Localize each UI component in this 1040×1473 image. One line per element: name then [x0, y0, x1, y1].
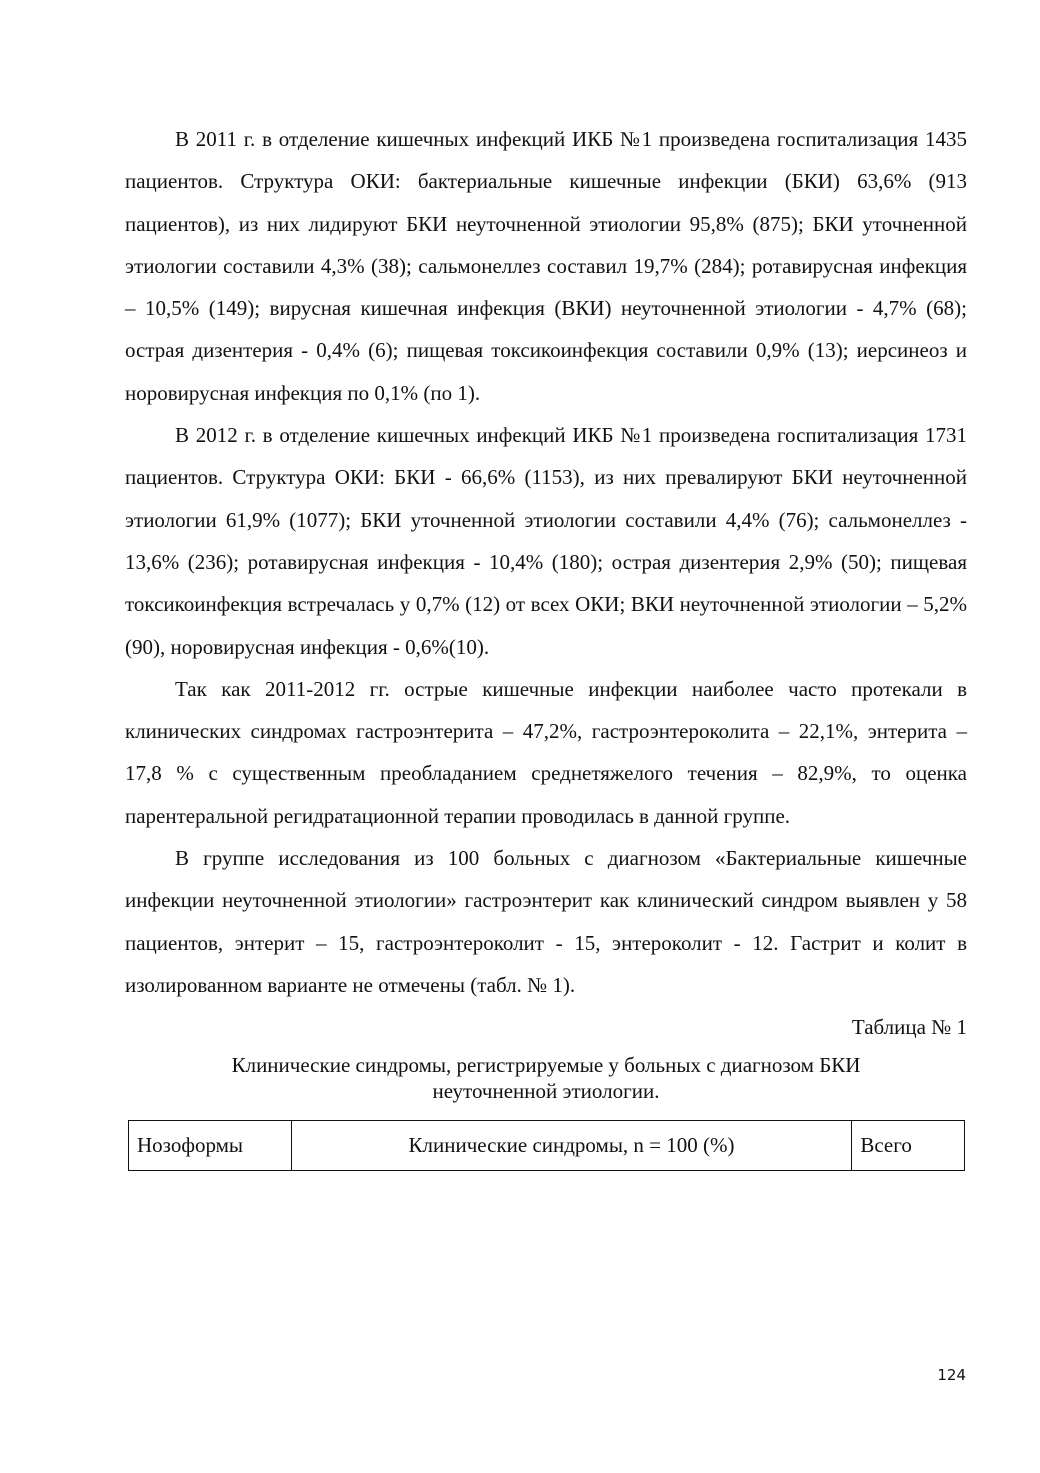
header-nosoforms: Нозоформы: [129, 1121, 292, 1171]
table-caption-line-2: неуточненной этиологии.: [432, 1079, 660, 1104]
paragraph-study-group: В группе исследования из 100 больных с диагнозом «Бактериальные кишечные инфекции неуточненной этиологии» гастроэнтерит как клинический синдром выявлен у 58 пациентов, энтерит – 15, гастроэнтероколит - 15, энтероколит - 12. Гастрит и колит в изолированном варианте не отмечены (табл. № 1).: [125, 846, 967, 997]
paragraph-syndromes: Так как 2011-2012 гг. острые кишечные инфекции наиболее часто протекали в клинических синдромах гастроэнтерита – 47,2%, гастроэнтероколита – 22,1%, энтерита – 17,8 % с существенным преобладанием среднетяжелого течения – 82,9%, то оценка парентеральной регидратационной терапии проводилась в данной группе.: [125, 676, 967, 828]
table-caption-line-1: Клинические синдромы, регистрируемые у больных с диагнозом БКИ: [231, 1053, 861, 1078]
table-header-row: [129, 1121, 965, 1171]
paragraph-2012: В 2012 г. в отделение кишечных инфекций ИКБ №1 произведена госпитализация 1731 пациентов. Структура ОКИ: БКИ - 66,6% (1153), из них превалируют БКИ неуточненной этиологии 61,9% (1077); БКИ уточненной этиологии составили 4,4% (76); сальмонеллез - 13,6% (236); ротавирусная инфекция - 10,4% (180); острая дизентерия 2,9% (50); пищевая токсикоинфекция встречалась у 0,7% (12) от всех ОКИ; ВКИ неуточненной этиологии – 5,2% (90), норовирусная инфекция - 0,6%(10).: [125, 423, 967, 659]
header-clinical-syndromes: Клинические синдромы, n = 100 (%): [291, 1121, 852, 1171]
document-page: [125, 118, 967, 1171]
header-total: Всего: [852, 1121, 965, 1171]
table-caption: [125, 1052, 967, 1104]
table-number-label: Таблица № 1: [851, 1015, 967, 1040]
clinical-syndromes-table: [128, 1120, 965, 1171]
page-number: 124: [937, 1366, 966, 1384]
paragraph-2011: В 2011 г. в отделение кишечных инфекций ИКБ №1 произведена госпитализация 1435 пациентов. Структура ОКИ: бактериальные кишечные инфекции (БКИ) 63,6% (913 пациентов), из них лидируют БКИ неуточненной этиологии 95,8% (875); БКИ уточненной этиологии составили 4,3% (38); сальмонеллез составил 19,7% (284); ротавирусная инфекция – 10,5% (149); вирусная кишечная инфекция (ВКИ) неуточненной этиологии - 4,7% (68); острая дизентерия - 0,4% (6); пищевая токсикоинфекция составили 0,9% (13); иерсинеоз и норовирусная инфекция по 0,1% (по 1).: [125, 127, 967, 405]
